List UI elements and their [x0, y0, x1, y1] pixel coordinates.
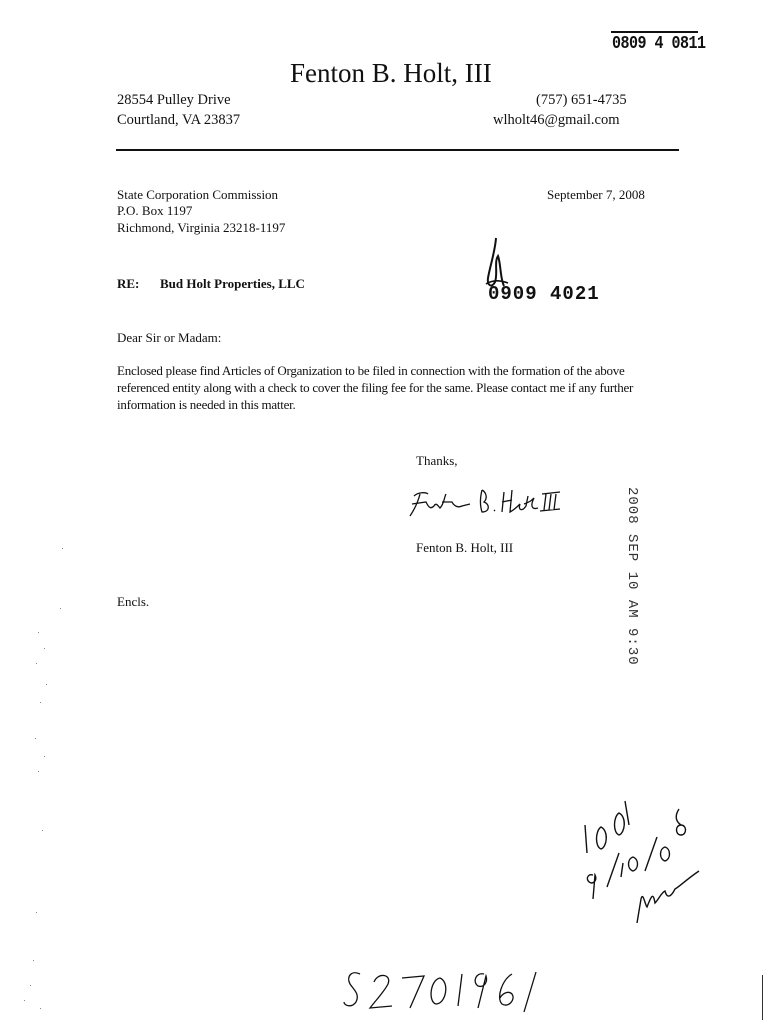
signature-name: Fenton B. Holt, III [416, 540, 514, 555]
closing: Thanks, [416, 453, 458, 468]
handwritten-note [575, 795, 710, 935]
body-paragraph: Enclosed please find Articles of Organization to be filed in connection with the formation of the above referenced entity along with a check to cover the filing fee for the same. Please contact me if any further information is needed in this matter. [117, 363, 634, 412]
recipient-line2: P.O. Box 1197 [117, 203, 193, 218]
salutation: Dear Sir or Madam: [117, 330, 222, 345]
enclosures: Encls. [117, 594, 150, 609]
re-subject: Bud Holt Properties, LLC [160, 276, 305, 291]
letterhead-address-line2: Courtland, VA 23837 [117, 112, 241, 128]
scan-edge-line [762, 975, 763, 1020]
letter-date: September 7, 2008 [547, 187, 645, 202]
stamp-filing-number: 0909 4021 [488, 283, 600, 305]
bottom-handwritten-number [340, 962, 550, 1017]
recipient-line1: State Corporation Commission [117, 187, 279, 202]
letterhead-email: wlholt46@gmail.com [493, 112, 620, 128]
stamp-top-number: 0809 4 0811 [612, 33, 706, 55]
signature [408, 482, 563, 522]
re-label: RE: [117, 276, 140, 291]
letterhead-address-line1: 28554 Pulley Drive [117, 92, 231, 108]
letterhead-divider [116, 149, 679, 151]
vertical-received-stamp: 2008 SEP 10 AM 9:30 [624, 487, 640, 666]
letterhead-phone: (757) 651-4735 [536, 92, 627, 108]
recipient-line3: Richmond, Virginia 23218-1197 [117, 220, 286, 235]
letterhead-name: Fenton B. Holt, III [290, 58, 492, 88]
